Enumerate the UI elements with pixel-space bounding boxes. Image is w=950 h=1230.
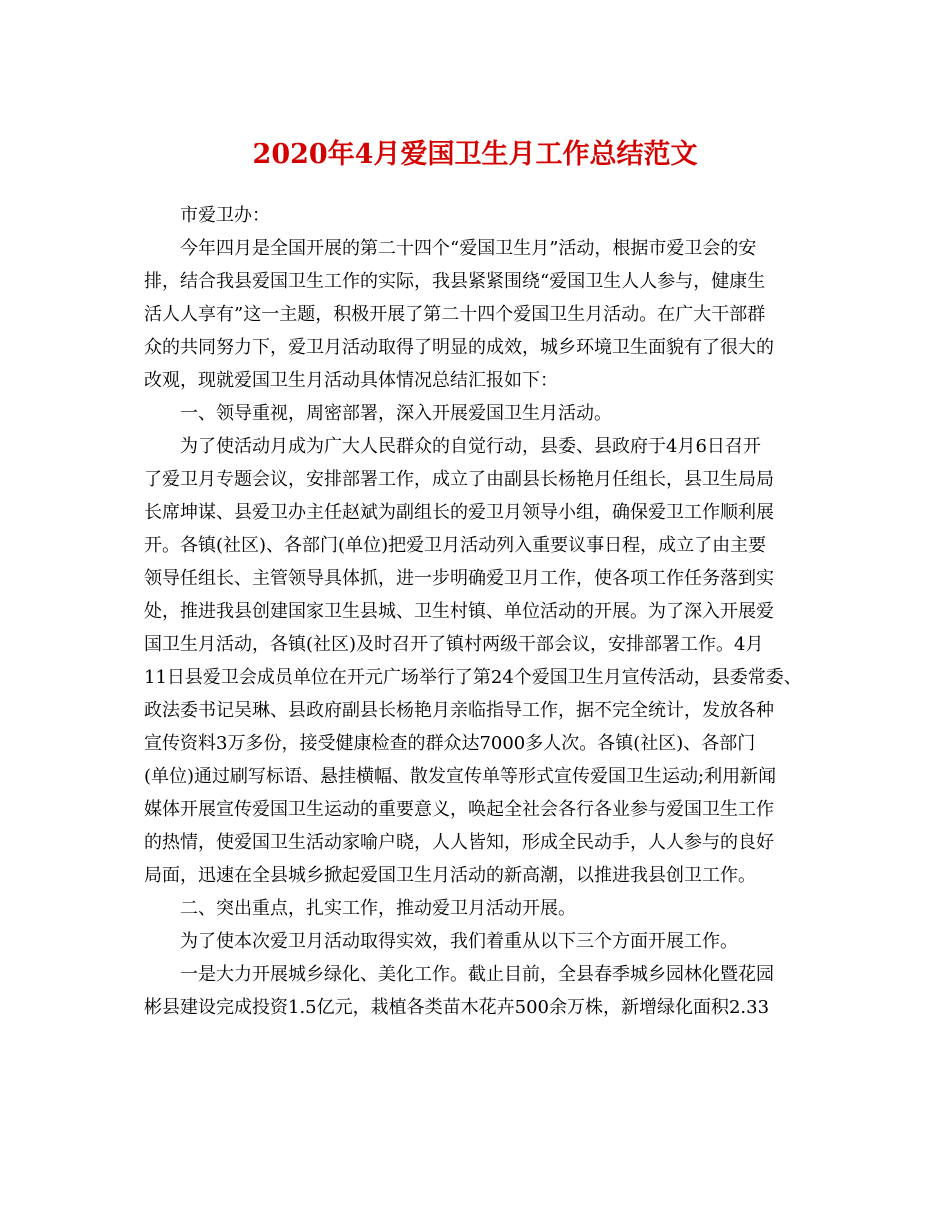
paragraph-line: 今年四月是全国开展的第二十四个“爱国卫生月”活动，根据市爱卫会的安 <box>180 238 757 259</box>
paragraph-line: 局面，迅速在全县城乡掀起爱国卫生月活动的新高潮，以推进我县创卫工作。 <box>144 865 756 886</box>
salutation-line: 市爱卫办： <box>180 205 270 226</box>
paragraph-line: 众的共同努力下，爱卫月活动取得了明显的成效，城乡环境卫生面貌有了很大的 <box>144 337 774 358</box>
section-heading: 一、领导重视，周密部署，深入开展爱国卫生月活动。 <box>180 403 612 424</box>
paragraph-line: 为了使本次爱卫月活动取得实效，我们着重从以下三个方面开展工作。 <box>180 931 738 952</box>
paragraph-line: 了爱卫月专题会议，安排部署工作，成立了由副县长杨艳月任组长，县卫生局局 <box>144 469 774 490</box>
paragraph-line: (单位)通过刷写标语、悬挂横幅、散发宣传单等形式宣传爱国卫生运动;利用新闻 <box>144 766 777 787</box>
paragraph-line: 开。各镇(社区)、各部门(单位)把爱卫月活动列入重要议事日程，成立了由主要 <box>144 535 767 556</box>
paragraph-line: 国卫生月活动，各镇(社区)及时召开了镇村两级干部会议，安排部署工作。4月 <box>144 634 764 655</box>
paragraph-line: 活人人享有”这一主题，积极开展了第二十四个爱国卫生月活动。在广大干部群 <box>144 304 766 325</box>
paragraph-line: 的热情，使爱国卫生活动家喻户晓，人人皆知，形成全民动手，人人参与的良好 <box>144 832 774 853</box>
section-heading: 二、突出重点，扎实工作，推动爱卫月活动开展。 <box>180 898 576 919</box>
paragraph-line: 政法委书记吴琳、县政府副县长杨艳月亲临指导工作，据不完全统计，发放各种 <box>144 700 774 721</box>
paragraph-line: 11日县爱卫会成员单位在开元广场举行了第24个爱国卫生月宣传活动，县委常委、 <box>144 667 802 688</box>
paragraph-line: 改观，现就爱国卫生月活动具体情况总结汇报如下： <box>144 370 558 391</box>
paragraph-line: 领导任组长、主管领导具体抓，进一步明确爱卫月工作，使各项工作任务落到实 <box>144 568 774 589</box>
paragraph-line: 长席坤谋、县爱卫办主任赵斌为副组长的爱卫月领导小组，确保爱卫工作顺利展 <box>144 502 774 523</box>
document-body <box>144 199 824 1024</box>
paragraph-line: 排，结合我县爱国卫生工作的实际，我县紧紧围绕“爱国卫生人人参与，健康生 <box>144 271 766 292</box>
paragraph-line: 彬县建设完成投资1.5亿元，栽植各类苗木花卉500余万株，新增绿化面积2.33 <box>144 997 770 1018</box>
paragraph-line: 为了使活动月成为广大人民群众的自觉行动，县委、县政府于4月6日召开 <box>180 436 761 457</box>
paragraph-line: 一是大力开展城乡绿化、美化工作。截止目前，全县春季城乡园林化暨花园 <box>180 964 774 985</box>
paragraph-line: 宣传资料3万多份，接受健康检查的群众达7000多人次。各镇(社区)、各部门 <box>144 733 756 754</box>
document-title: 2020年4月爱国卫生月工作总结范文 <box>252 139 698 170</box>
paragraph-line: 处，推进我县创建国家卫生县城、卫生村镇、单位活动的开展。为了深入开展爱 <box>144 601 774 622</box>
paragraph-line: 媒体开展宣传爱国卫生运动的重要意义，唤起全社会各行各业参与爱国卫生工作 <box>144 799 774 820</box>
